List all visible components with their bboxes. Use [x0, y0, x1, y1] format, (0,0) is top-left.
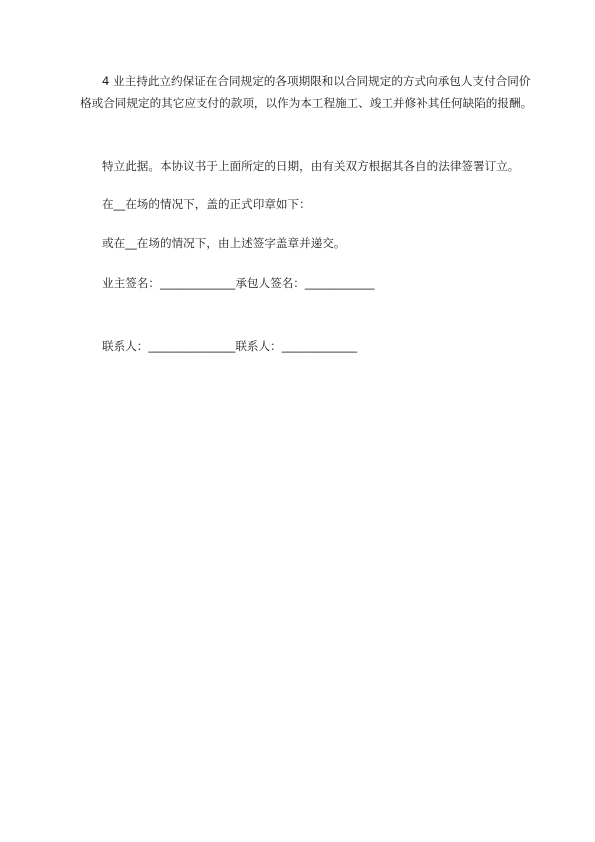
signature-line: 业主签名：_____________承包人签名：____________ — [102, 276, 375, 290]
guarantee-paragraph: 4 业主持此立约保证在合同规定的各项期限和以合同规定的方式向承包人支付合同价格或合同规定的其它应支付的款项，以作为本工程施工、竣工并修补其任何缺陷的报酬。 — [80, 74, 533, 110]
contact-line: 联系人：_______________联系人：_____________ — [102, 339, 358, 353]
sign-deliver-paragraph: 或在__在场的情况下，由上述签字盖章并递交。 — [102, 236, 346, 250]
seal-paragraph: 在__在场的情况下，盖的正式印章如下： — [102, 197, 311, 211]
witness-paragraph: 特立此据。本协议书于上面所定的日期，由有关双方根据其各自的法律签署订立。 — [102, 159, 520, 173]
